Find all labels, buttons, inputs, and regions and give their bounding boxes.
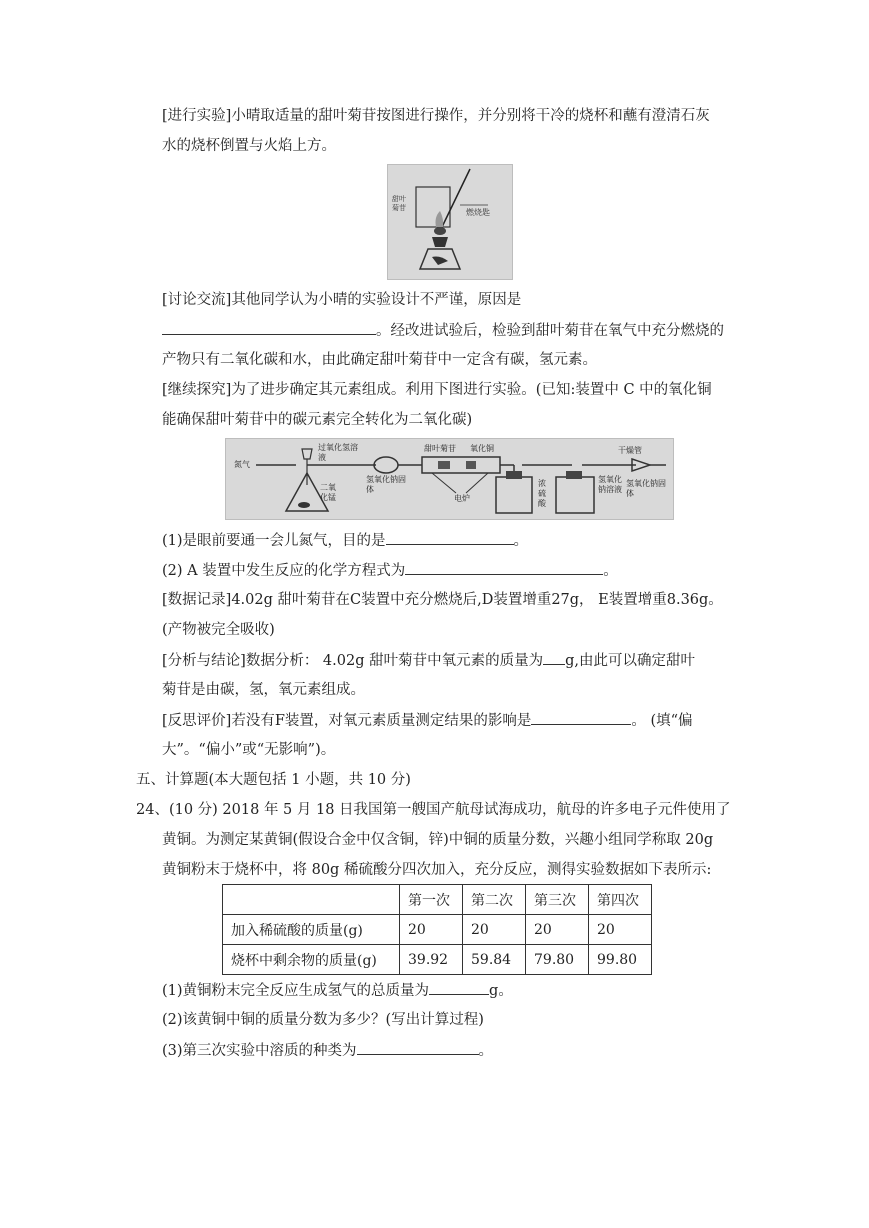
table-cell: 20 [400,915,463,945]
bottle-d [496,477,532,513]
label-naoh-solid-2: 氢氧化钠固体 [626,479,666,498]
analysis-line1: [分析与结论]数据分析： 4.02g 甜叶菊苷中氧元素的质量为 g,由此可以确定甜叶 [162,650,695,671]
data-table [222,884,652,975]
question-2: (2) A 装置中发生反应的化学方程式为 。 [162,560,618,581]
reflection-line1: [反思评价]若没有F装置，对氧元素质量测定结果的影响是 。 (填“偏 [162,710,693,731]
section-heading-5: 五、计算题(本大题包括 1 小题，共 10 分) [136,772,411,788]
label-cuo: 氧化铜 [470,444,494,453]
subquestion-2: (2)该黄铜中铜的质量分数为多少？(写出计算过程) [162,1012,484,1028]
para-discussion-line1: [讨论交流]其他同学认为小晴的实验设计不严谨，原因是 [162,292,522,308]
table-row [223,915,652,945]
label-n2: 氮气 [234,460,250,469]
answer-blank-q1[interactable] [386,530,514,545]
table-header-cell [223,885,400,915]
answer-blank-q2[interactable] [405,560,603,575]
para-experiment-line1: [进行实验]小晴取适量的甜叶菊苷按图进行操作，并分别将干冷的烧杯和蘸有澄清石灰 [162,108,710,124]
table-header-cell: 第二次 [463,885,526,915]
funnel [302,449,312,459]
label-naoh-solid-1: 氢氧化钠固体 [366,475,406,494]
label-naoh-solution: 氢氧化钠溶液 [598,475,622,494]
para-discussion-line2: 。经改进试验后，检验到甜叶菊苷在氧气中充分燃烧的 [162,320,724,341]
label-sweetener: 甜叶菊苷 [392,195,406,212]
combustion-diagram [388,165,512,279]
data-record-line2: (产物被完全吸收) [162,622,275,638]
label-furnace: 电炉 [454,494,470,503]
figure-apparatus [225,438,674,520]
table-cell: 39.92 [400,945,463,975]
answer-blank-solute[interactable] [357,1040,479,1055]
label-drying-tube: 干燥管 [618,446,642,455]
answer-blank-reason[interactable] [162,320,376,335]
label-spoon: 燃烧匙 [466,208,490,217]
data-record-line1: [数据记录]4.02g 甜叶菊苷在C装置中充分燃烧后,D装置增重27g， E装置增重8.36g。 [162,592,723,608]
para-further-line2: 能确保甜叶菊苷中的碳元素完全转化为二氧化碳) [162,412,473,428]
q24-line3: 黄铜粉末于烧杯中，将 80g 稀硫酸分四次加入，充分反应，测得实验数据如下表所示: [162,862,712,878]
spoon-handle [442,169,470,227]
q24-line1: 24、(10 分) 2018 年 5 月 18 日我国第一艘国产航母试海成功，航母的许多电子元件使用了 [136,802,731,818]
table-header-cell: 第一次 [400,885,463,915]
answer-blank-oxygen-mass[interactable] [543,650,565,665]
para-experiment-line2: 水的烧杯倒置与火焰上方。 [162,138,336,154]
bottle-e [556,477,594,513]
spoon-bowl [434,227,446,235]
table-header-cell: 第四次 [589,885,652,915]
drying-tube-1 [374,457,398,473]
table-header-row [223,885,652,915]
answer-blank-h2-mass[interactable] [429,980,489,995]
subquestion-1: (1)黄铜粉末完全反应生成氢气的总质量为 g。 [162,980,513,1001]
answer-blank-reflection[interactable] [531,710,631,725]
label-h2so4: 浓硫酸 [538,479,546,508]
lamp-wick [432,237,448,247]
table-cell: 99.80 [589,945,652,975]
para-discussion-line3: 产物只有二氧化碳和水，由此确定甜叶菊苷中一定含有碳，氢元素。 [162,352,597,368]
question-1: (1)是眼前要通一会儿氮气，目的是 。 [162,530,528,551]
table-header-cell: 第三次 [526,885,589,915]
para-further-line1: [继续探究]为了进步确定其元素组成。利用下图进行实验。(已知:装置中 C 中的氧化铜 [162,382,712,398]
label-mno2: 二氧化锰 [320,483,336,502]
analysis-line2: 菊苷是由碳，氢，氧元素组成。 [162,682,365,698]
q24-line2: 黄铜。为测定某黄铜(假设合金中仅含铜，锌)中铜的质量分数，兴趣小组同学称取 20g [162,832,714,848]
label-sweetener-2: 甜叶菊苷 [424,444,456,453]
table-cell: 59.84 [463,945,526,975]
table-cell: 20 [463,915,526,945]
table-row [223,945,652,975]
table-cell: 烧杯中剩余物的质量(g) [223,945,400,975]
lamp-liquid [432,257,448,266]
flame [436,211,444,227]
table-cell: 20 [589,915,652,945]
combustion-tube [422,457,500,473]
table-cell: 20 [526,915,589,945]
label-h2o2: 过氧化氢溶液 [318,443,358,462]
figure-combustion-setup [387,164,513,280]
table-cell: 79.80 [526,945,589,975]
subquestion-3: (3)第三次实验中溶质的种类为 。 [162,1040,493,1061]
reflection-line2: 大”。“偏小”或“无影响”)。 [162,742,336,758]
table-cell: 加入稀硫酸的质量(g) [223,915,400,945]
